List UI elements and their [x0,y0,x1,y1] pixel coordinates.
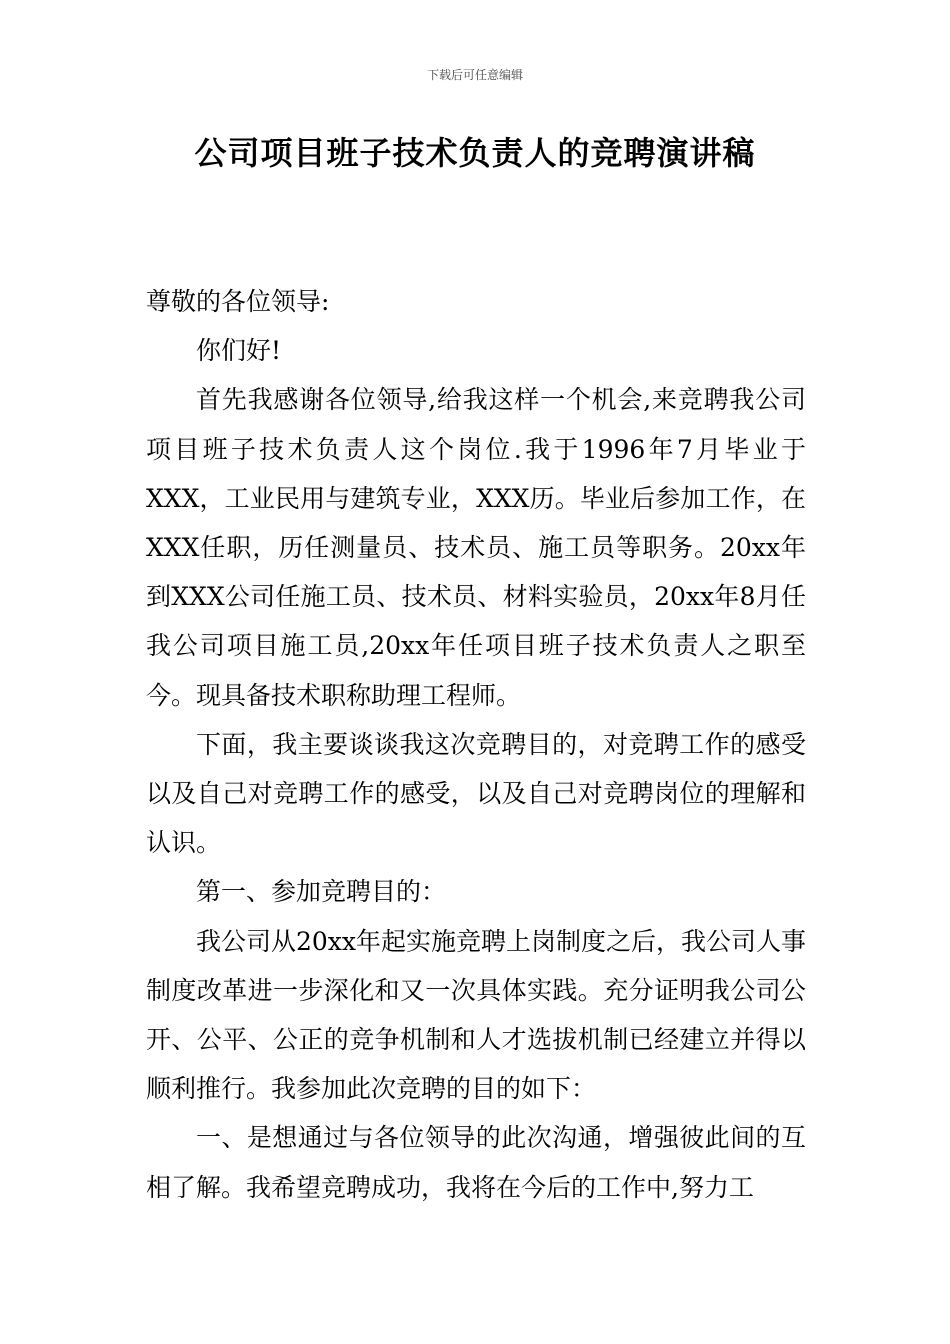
paragraph-introduction: 首先我感谢各位领导,给我这样一个机会,来竞聘我公司项目班子技术负责人这个岗位.我于1996年7月毕业于XXX，工业民用与建筑专业，XXX历。毕业后参加工作，在XXX任职，历任测量员、技术员、施工员等职务。20xx年到XXX公司任施工员、技术员、材料实验员，20xx年8月任我公司项目施工员,20xx年任项目班子技术负责人之职至今。现具备技术职称助理工程师。 [146,385,806,710]
paragraph-purpose-one: 一、是想通过与各位领导的此次沟通，增强彼此间的互相了解。我希望竞聘成功，我将在今后的工作中,努力工 [146,1123,806,1202]
document-body [146,277,806,1212]
greeting: 你们好! [196,336,282,366]
section-heading-purpose: 第一、参加竞聘目的： [196,877,447,907]
salutation: 尊敬的各位领导: [146,287,330,316]
paragraph-overview: 下面，我主要谈谈我这次竞聘目的，对竞聘工作的感受以及自己对竞聘工作的感受，以及自己对竞聘岗位的理解和认识。 [146,729,806,858]
paragraph-background: 我公司从20xx年起实施竞聘上岗制度之后，我公司人事制度改革进一步深化和又一次具体实践。充分证明我公司公开、公平、公正的竞争机制和人才选拔机制已经建立并得以顺利推行。我参加此次竞聘的目的如下： [146,926,807,1104]
document-title: 公司项目班子技术负责人的竞聘演讲稿 [194,134,756,172]
header-note: 下载后可任意编辑 [426,68,523,82]
